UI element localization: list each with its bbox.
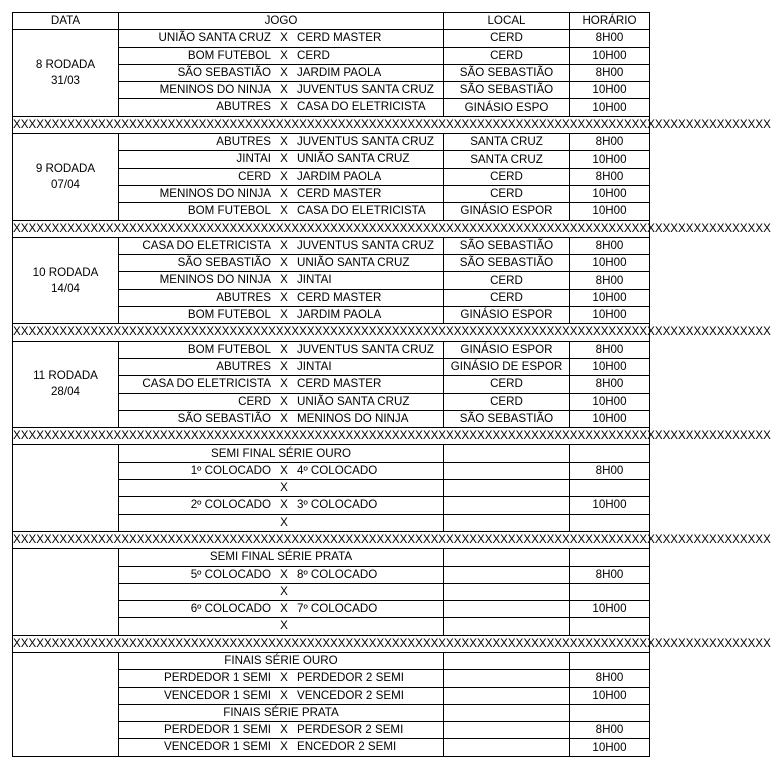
time-cell: 10H00 [570, 497, 650, 514]
game-cell [119, 583, 444, 600]
separator-cell: XXXXXXXXXXXXXXXXXXXXXXXXXXXXXXXXXXXXXXXXXXXXXXXXXXXXXXXXXXXXXXXXXXXXXXXXXXXXXXXXXXXXXXXXXXXXXXXXXX [13, 220, 650, 237]
versus-x: X [280, 688, 288, 702]
team-home: ABUTRES [216, 359, 271, 373]
versus-x: X [280, 498, 288, 512]
time-cell: 8H00 [570, 566, 650, 583]
versus-x: X [280, 481, 288, 495]
versus-x: X [280, 740, 288, 754]
team-away [297, 480, 442, 496]
local-cell [444, 445, 570, 462]
versus-x: X [280, 65, 288, 79]
time-cell [570, 618, 650, 635]
local-cell [444, 566, 570, 583]
time-cell [570, 652, 650, 669]
team-away: 3º COLOCADO [297, 498, 378, 512]
time-cell: 10H00 [570, 601, 650, 618]
game-cell [119, 203, 444, 220]
time-cell: 8H00 [570, 376, 650, 393]
game-cell [119, 64, 444, 81]
team-away: PERDESOR 2 SEMI [297, 723, 404, 737]
local-cell [444, 704, 570, 721]
team-home: CERD [238, 394, 271, 408]
time-cell: 8H00 [570, 272, 650, 289]
section-title: SEMI FINAL SÉRIE OURO [119, 445, 444, 462]
versus-x: X [280, 567, 288, 581]
game-cell [119, 272, 444, 289]
round-label: 9 RODADA [35, 161, 96, 175]
section-title: SEMI FINAL SÉRIE PRATA [119, 549, 444, 566]
finals-date-cell [13, 652, 119, 756]
team-away: CERD MASTER [297, 186, 382, 200]
team-home: ABUTRES [216, 135, 271, 149]
game-cell [119, 497, 444, 514]
team-home: VENCEDOR 1 SEMI [164, 688, 271, 702]
local-cell: SÃO SEBASTIÃO [444, 410, 570, 427]
local-cell [444, 480, 570, 497]
local-cell: GINÁSIO DE ESPOR [444, 358, 570, 375]
local-cell: CERD [444, 393, 570, 410]
versus-x: X [280, 463, 288, 477]
versus-x: X [280, 394, 288, 408]
header-row [13, 13, 650, 30]
local-cell [444, 670, 570, 687]
team-away: 7º COLOCADO [297, 602, 378, 616]
team-away: JUVENTUS SANTA CRUZ [297, 83, 434, 97]
team-home: SÃO SEBASTIÃO [177, 256, 271, 270]
round-date: 31/03 [50, 74, 80, 88]
team-home [119, 584, 271, 600]
time-cell [570, 445, 650, 462]
time-cell: 8H00 [570, 462, 650, 479]
schedule-body [13, 30, 771, 756]
local-cell [444, 514, 570, 531]
local-cell: GINÁSIO ESPOR [444, 307, 570, 324]
versus-x: X [280, 48, 288, 62]
time-cell: 10H00 [570, 255, 650, 272]
versus-x: X [280, 619, 288, 633]
versus-x: X [280, 135, 288, 149]
time-cell: 10H00 [570, 687, 650, 704]
local-cell [444, 549, 570, 566]
section-title-row [13, 652, 650, 669]
team-away [297, 515, 442, 531]
team-away: CERD MASTER [297, 31, 382, 45]
team-away: JINTAI [297, 359, 332, 373]
team-home [119, 618, 271, 634]
team-home: SÃO SEBASTIÃO [177, 65, 271, 79]
versus-x: X [280, 308, 288, 322]
section-title: FINAIS SÉRIE OURO [119, 652, 444, 669]
team-away: CASA DO ELETRICISTA [297, 100, 426, 114]
game-cell [119, 151, 444, 168]
time-cell: 8H00 [570, 30, 650, 47]
time-cell: 8H00 [570, 237, 650, 254]
game-cell [119, 358, 444, 375]
team-away: JINTAI [297, 273, 332, 287]
game-cell [119, 566, 444, 583]
game-cell [119, 376, 444, 393]
team-home: MENINOS DO NINJA [159, 186, 271, 200]
team-away: UNIÃO SANTA CRUZ [297, 394, 410, 408]
local-cell [444, 652, 570, 669]
game-row [13, 30, 650, 47]
local-cell: CERD [444, 168, 570, 185]
team-away: VENCEDOR 2 SEMI [297, 688, 404, 702]
team-away: JUVENTUS SANTA CRUZ [297, 342, 434, 356]
team-home: ABUTRES [216, 290, 271, 304]
schedule-table [12, 12, 771, 757]
local-cell [444, 687, 570, 704]
round-date-cell [13, 341, 119, 427]
team-home: VENCEDOR 1 SEMI [164, 740, 271, 754]
versus-x: X [280, 204, 288, 218]
local-cell: SÃO SEBASTIÃO [444, 255, 570, 272]
time-cell [570, 583, 650, 600]
time-cell: 8H00 [570, 670, 650, 687]
section-title-row [13, 445, 650, 462]
versus-x: X [280, 169, 288, 183]
game-row [13, 134, 650, 151]
game-cell [119, 47, 444, 64]
team-home: BOM FUTEBOL [187, 342, 271, 356]
game-cell [119, 480, 444, 497]
local-cell: SÃO SEBASTIÃO [444, 64, 570, 81]
versus-x: X [280, 83, 288, 97]
game-cell [119, 618, 444, 635]
local-cell: SÃO SEBASTIÃO [444, 82, 570, 99]
local-cell [444, 601, 570, 618]
time-cell: 10H00 [570, 358, 650, 375]
local-cell: CERD [444, 376, 570, 393]
local-cell: CERD [444, 289, 570, 306]
game-cell [119, 514, 444, 531]
game-cell [119, 462, 444, 479]
round-date: 14/04 [50, 281, 80, 295]
round-date-cell [13, 30, 119, 116]
local-cell: GINÁSIO ESPOR [444, 203, 570, 220]
team-home: UNIÃO SANTA CRUZ [158, 31, 271, 45]
local-cell: CERD [444, 272, 570, 289]
round-label: 8 RODADA [35, 58, 96, 72]
time-cell: 8H00 [570, 64, 650, 81]
round-date: 28/04 [50, 385, 80, 399]
time-cell [570, 704, 650, 721]
game-cell [119, 670, 444, 687]
game-cell [119, 739, 444, 756]
local-cell: SANTA CRUZ [444, 134, 570, 151]
team-away: JUVENTUS SANTA CRUZ [297, 238, 434, 252]
time-cell: 10H00 [570, 289, 650, 306]
local-cell [444, 583, 570, 600]
playoff-date-cell [13, 549, 119, 635]
team-away: CERD [297, 48, 330, 62]
local-cell [444, 462, 570, 479]
round-label: 10 RODADA [32, 265, 99, 279]
game-row [13, 341, 650, 358]
versus-x: X [280, 411, 288, 425]
time-cell: 10H00 [570, 151, 650, 168]
versus-x: X [280, 602, 288, 616]
time-cell: 8H00 [570, 134, 650, 151]
header-jogo: JOGO [119, 13, 444, 30]
team-home: 5º COLOCADO [190, 567, 271, 581]
time-cell [570, 480, 650, 497]
team-home: MENINOS DO NINJA [159, 273, 271, 287]
game-cell [119, 687, 444, 704]
separator-cell: XXXXXXXXXXXXXXXXXXXXXXXXXXXXXXXXXXXXXXXXXXXXXXXXXXXXXXXXXXXXXXXXXXXXXXXXXXXXXXXXXXXXXXXXXXXXXXXXXX [13, 116, 650, 133]
team-away: JARDIM PAOLA [297, 169, 382, 183]
time-cell: 10H00 [570, 203, 650, 220]
game-cell [119, 722, 444, 739]
team-home [119, 515, 271, 531]
header-local: LOCAL [444, 13, 570, 30]
game-cell [119, 30, 444, 47]
team-away: 4º COLOCADO [297, 463, 378, 477]
team-away: UNIÃO SANTA CRUZ [297, 256, 410, 270]
game-cell [119, 289, 444, 306]
team-home [119, 480, 271, 496]
team-away: JUVENTUS SANTA CRUZ [297, 135, 434, 149]
team-home: ABUTRES [216, 100, 271, 114]
team-home: CASA DO ELETRICISTA [142, 238, 271, 252]
game-cell [119, 601, 444, 618]
game-cell [119, 341, 444, 358]
game-cell [119, 255, 444, 272]
time-cell: 10H00 [570, 185, 650, 202]
team-away: MENINOS DO NINJA [297, 411, 409, 425]
versus-x: X [280, 671, 288, 685]
team-away: CERD MASTER [297, 377, 382, 391]
game-cell [119, 185, 444, 202]
team-home: BOM FUTEBOL [187, 48, 271, 62]
team-away: UNIÃO SANTA CRUZ [297, 152, 410, 166]
local-cell: CERD [444, 30, 570, 47]
separator-cell: XXXXXXXXXXXXXXXXXXXXXXXXXXXXXXXXXXXXXXXXXXXXXXXXXXXXXXXXXXXXXXXXXXXXXXXXXXXXXXXXXXXXXXXXXXXXXXXXXX [13, 324, 650, 341]
local-cell [444, 497, 570, 514]
game-row [13, 237, 650, 254]
team-home: CASA DO ELETRICISTA [142, 377, 271, 391]
team-home: 2º COLOCADO [190, 498, 271, 512]
local-cell: GINÁSIO ESPOR [444, 341, 570, 358]
versus-x: X [280, 186, 288, 200]
versus-x: X [280, 723, 288, 737]
round-date-cell [13, 134, 119, 220]
team-home: PERDEDOR 1 SEMI [164, 723, 271, 737]
game-cell [119, 134, 444, 151]
separator-cell: XXXXXXXXXXXXXXXXXXXXXXXXXXXXXXXXXXXXXXXXXXXXXXXXXXXXXXXXXXXXXXXXXXXXXXXXXXXXXXXXXXXXXXXXXXXXXXXXXX [13, 428, 650, 445]
local-cell [444, 618, 570, 635]
local-cell: SÃO SEBASTIÃO [444, 237, 570, 254]
game-cell [119, 82, 444, 99]
team-away: CASA DO ELETRICISTA [297, 204, 426, 218]
time-cell: 8H00 [570, 722, 650, 739]
separator-cell: XXXXXXXXXXXXXXXXXXXXXXXXXXXXXXXXXXXXXXXXXXXXXXXXXXXXXXXXXXXXXXXXXXXXXXXXXXXXXXXXXXXXXXXXXXXXXXXXXX [13, 531, 650, 548]
game-cell [119, 307, 444, 324]
separator-row [13, 116, 650, 133]
local-cell [444, 739, 570, 756]
team-home: CERD [238, 169, 271, 183]
time-cell [570, 549, 650, 566]
team-home: PERDEDOR 1 SEMI [164, 671, 271, 685]
team-home: JINTAI [236, 152, 271, 166]
versus-x: X [280, 238, 288, 252]
time-cell: 8H00 [570, 168, 650, 185]
team-away: CERD MASTER [297, 290, 382, 304]
team-home: BOM FUTEBOL [187, 204, 271, 218]
game-cell [119, 168, 444, 185]
separator-row [13, 220, 650, 237]
local-cell: CERD [444, 47, 570, 64]
time-cell: 10H00 [570, 47, 650, 64]
round-date-cell [13, 237, 119, 323]
time-cell: 10H00 [570, 99, 650, 116]
team-away: 8º COLOCADO [297, 567, 378, 581]
team-home: MENINOS DO NINJA [159, 83, 271, 97]
section-title: FINAIS SÉRIE PRATA [119, 704, 444, 721]
team-away: JARDIM PAOLA [297, 308, 382, 322]
game-cell [119, 410, 444, 427]
local-cell: CERD [444, 185, 570, 202]
local-cell: SANTA CRUZ [444, 151, 570, 168]
header-data: DATA [13, 13, 119, 30]
team-away: JARDIM PAOLA [297, 65, 382, 79]
versus-x: X [280, 100, 288, 114]
team-home: SÃO SEBASTIÃO [177, 411, 271, 425]
separator-row [13, 324, 650, 341]
versus-x: X [280, 152, 288, 166]
team-home: 1º COLOCADO [190, 463, 271, 477]
versus-x: X [280, 584, 288, 598]
game-cell [119, 99, 444, 116]
local-cell: GINÁSIO ESPO [444, 99, 570, 116]
time-cell: 8H00 [570, 341, 650, 358]
versus-x: X [280, 359, 288, 373]
versus-x: X [280, 342, 288, 356]
team-away [297, 584, 442, 600]
versus-x: X [280, 256, 288, 270]
versus-x: X [280, 273, 288, 287]
time-cell: 10H00 [570, 82, 650, 99]
separator-cell: XXXXXXXXXXXXXXXXXXXXXXXXXXXXXXXXXXXXXXXXXXXXXXXXXXXXXXXXXXXXXXXXXXXXXXXXXXXXXXXXXXXXXXXXXXXXXXXXXX [13, 635, 650, 652]
team-away [297, 618, 442, 634]
playoff-date-cell [13, 445, 119, 531]
time-cell: 10H00 [570, 393, 650, 410]
game-cell [119, 237, 444, 254]
versus-x: X [280, 31, 288, 45]
versus-x: X [280, 290, 288, 304]
header-horario: HORÁRIO [570, 13, 650, 30]
time-cell: 10H00 [570, 410, 650, 427]
team-away: ENCEDOR 2 SEMI [297, 740, 397, 754]
local-cell [444, 722, 570, 739]
time-cell: 10H00 [570, 739, 650, 756]
team-home: 6º COLOCADO [190, 602, 271, 616]
section-title-row [13, 549, 650, 566]
separator-row [13, 428, 650, 445]
round-label: 11 RODADA [33, 369, 98, 383]
time-cell [570, 514, 650, 531]
game-cell [119, 393, 444, 410]
team-away: PERDEDOR 2 SEMI [297, 671, 404, 685]
time-cell: 10H00 [570, 307, 650, 324]
round-date: 07/04 [50, 177, 80, 191]
versus-x: X [280, 377, 288, 391]
separator-row [13, 635, 650, 652]
team-home: BOM FUTEBOL [187, 308, 271, 322]
versus-x: X [280, 515, 288, 529]
separator-row [13, 531, 650, 548]
